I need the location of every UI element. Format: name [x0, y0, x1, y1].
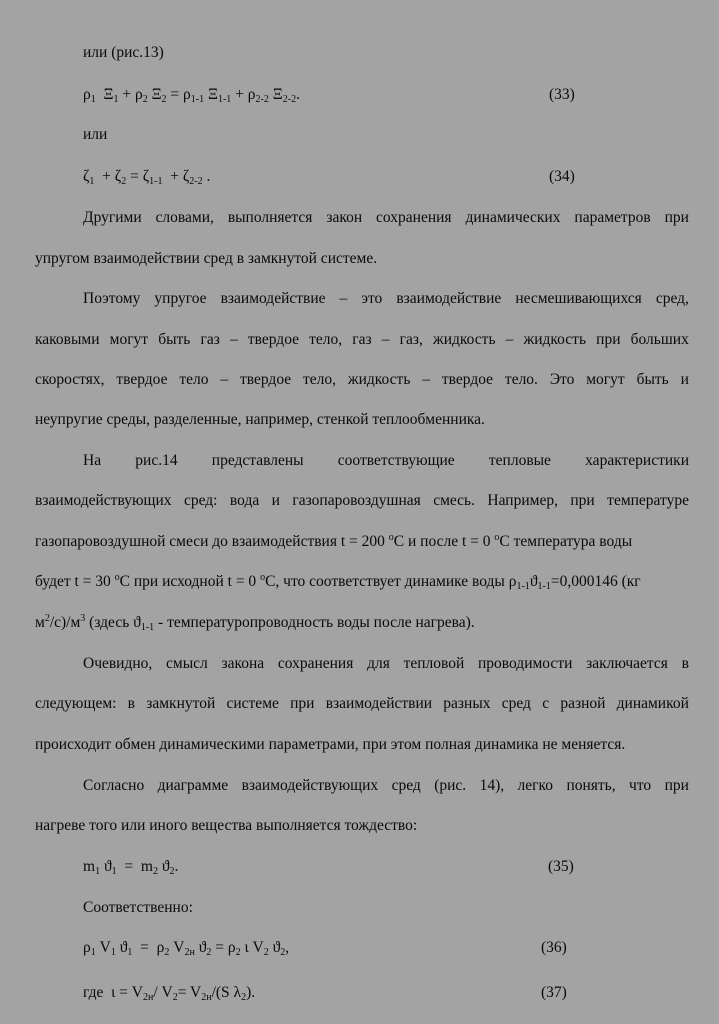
word: тело.: [504, 371, 538, 388]
word: при: [664, 777, 689, 794]
word: закон: [326, 209, 363, 226]
word: Другими: [83, 209, 142, 226]
word: диаграмме: [157, 777, 229, 794]
equation-36: $\rho_1$ $V_1$ $ϑ_1 = \rho_2$ $V_{2н}$ $ϑ_2 = \rho_2$ ι $V_2$ $ϑ_2$,: [83, 939, 290, 958]
word: жидкость: [433, 331, 496, 348]
word: Согласно: [83, 777, 145, 794]
word: параметров: [574, 209, 651, 226]
word: больших: [630, 331, 689, 348]
word: это: [361, 290, 383, 307]
equation-number: (36): [541, 939, 567, 956]
paragraph-line: [35, 370, 689, 390]
word: системе: [226, 695, 279, 712]
text-line: Соответственно:: [83, 899, 193, 916]
word: проводимости: [478, 655, 573, 672]
word: с: [542, 695, 550, 712]
word: соответствующие: [337, 452, 455, 469]
equation-37: где $\iota = V_{2н}/$ $V_2= V_{2н}/(S$ $\lambda_2$).: [83, 984, 256, 1003]
word: и: [271, 492, 280, 509]
word: характеристики: [585, 452, 689, 469]
word: тепловой: [403, 655, 465, 672]
equation-number: (34): [549, 168, 575, 185]
word: взаимодействие: [220, 290, 326, 307]
word: –: [339, 290, 348, 307]
word: что: [629, 777, 652, 794]
word: при: [596, 331, 621, 348]
equation-35: $m_1$ $ϑ_1 = m_2$ $ϑ_2$.: [83, 858, 179, 877]
word: твердое: [240, 371, 292, 388]
word: сред:: [183, 492, 218, 509]
word: смысл: [166, 655, 208, 672]
word: газ,: [399, 331, 423, 348]
paragraph-line: [35, 694, 689, 714]
word: –: [381, 331, 390, 348]
word: взаимодействующих: [35, 492, 172, 509]
word: следующем:: [35, 695, 117, 712]
paragraph-line: [83, 289, 689, 309]
word: сред,: [655, 290, 689, 307]
paragraph-line: [35, 491, 689, 511]
word: при: [664, 209, 689, 226]
paragraph-line: [83, 776, 689, 796]
word: Очевидно,: [83, 655, 153, 672]
word: при: [290, 695, 315, 712]
word: твердое: [116, 371, 168, 388]
paragraph-line: упругом взаимодействии сред в замкнутой системе.: [35, 250, 378, 267]
word: упругое: [154, 290, 207, 307]
word: динамических: [465, 209, 561, 226]
word: сохранения: [277, 655, 354, 672]
word: –: [220, 371, 229, 388]
equation-number: (37): [541, 984, 567, 1001]
word: при: [570, 492, 595, 509]
word: твердое: [441, 371, 494, 388]
word: –: [422, 371, 431, 388]
paragraph-line: [83, 208, 689, 228]
word: тепловые: [488, 452, 551, 469]
word: –: [505, 331, 514, 348]
word: рис.14: [135, 452, 178, 469]
word: газ: [200, 331, 220, 348]
word: тело,: [309, 331, 343, 348]
word: тело: [179, 371, 209, 388]
word: словами,: [155, 209, 214, 226]
word: тело,: [303, 371, 337, 388]
word: заключается: [586, 655, 668, 672]
word: в: [127, 695, 135, 712]
word: Поэтому: [83, 290, 141, 307]
word: быть: [158, 331, 191, 348]
text-line: или (рис.13): [83, 44, 164, 61]
paragraph-line: [83, 451, 689, 471]
word: и: [680, 371, 689, 388]
word: газопаровоздушная: [292, 492, 421, 509]
paragraph-line: неупругие среды, разделенные, например, стенкой теплообменника.: [35, 411, 485, 428]
word: разной: [560, 695, 606, 712]
word: взаимодействии: [325, 695, 433, 712]
word: сред: [391, 777, 421, 794]
word: 14),: [479, 777, 505, 794]
word: разных: [443, 695, 491, 712]
word: в: [681, 655, 689, 672]
word: скоростях,: [35, 371, 105, 388]
word: (рис.: [434, 777, 467, 794]
word: На: [83, 452, 102, 469]
equation-33: $\rho_1$ $\Xi_1 + \rho_2$ $\Xi_2 = \rho_{1-1}$ $\Xi_{1-1} + \rho_{2-2}$ $\Xi_{2-2}$.: [83, 86, 300, 105]
word: Например,: [487, 492, 558, 509]
word: сред: [501, 695, 531, 712]
text-line: или: [83, 126, 108, 143]
word: вода: [229, 492, 260, 509]
word: представлены: [211, 452, 304, 469]
word: взаимодействующих: [241, 777, 379, 794]
word: сохранения: [376, 209, 452, 226]
word: смесь.: [433, 492, 475, 509]
word: взаимодействие: [396, 290, 502, 307]
word: выполняется: [227, 209, 313, 226]
word: несмешивающихся: [515, 290, 642, 307]
equation-number: (33): [549, 86, 575, 103]
paragraph-line: будет t = 30 $^o$C при исходной t = 0 $^o$C, что соответствует динамике воды $\rho_{1-1}ϑ_{1-1}=0,000146$ (кг: [35, 572, 641, 592]
word: каковыми: [35, 331, 100, 348]
word: жидкость: [347, 371, 411, 388]
word: жидкость: [523, 331, 587, 348]
paragraph-line: [83, 654, 689, 674]
word: замкнутой: [146, 695, 216, 712]
word: могут: [109, 331, 149, 348]
word: газ: [352, 331, 372, 348]
paragraph-line: газопаровоздушной смеси до взаимодействия t = 200 $^o$C и после t = 0 $^o$C температура воды: [35, 532, 633, 550]
paragraph-line: нагреве того или иного вещества выполняется тождество:: [35, 817, 418, 834]
equation-number: (35): [548, 858, 574, 875]
word: твердое: [247, 331, 300, 348]
word: –: [230, 331, 238, 348]
word: могут: [586, 371, 625, 388]
paragraph-line: происходит обмен динамическими параметрами, при этом полная динамика не меняется.: [35, 736, 626, 753]
paragraph-line: $м^2/с)/м^3$ (здесь $ϑ_{1-1}$ - температуропроводность воды после нагрева).: [35, 613, 475, 633]
word: быть: [636, 371, 669, 388]
word: для: [367, 655, 390, 672]
equation-34: $\zeta_1 + \zeta_2 = \zeta_{1-1} + \zeta_{2-2}$ .: [83, 168, 211, 187]
word: закона: [221, 655, 265, 672]
word: легко: [517, 777, 554, 794]
paragraph-line: [35, 330, 689, 350]
word: Это: [549, 371, 575, 388]
word: температуре: [607, 492, 689, 509]
word: понять,: [566, 777, 616, 794]
word: динамикой: [616, 695, 689, 712]
